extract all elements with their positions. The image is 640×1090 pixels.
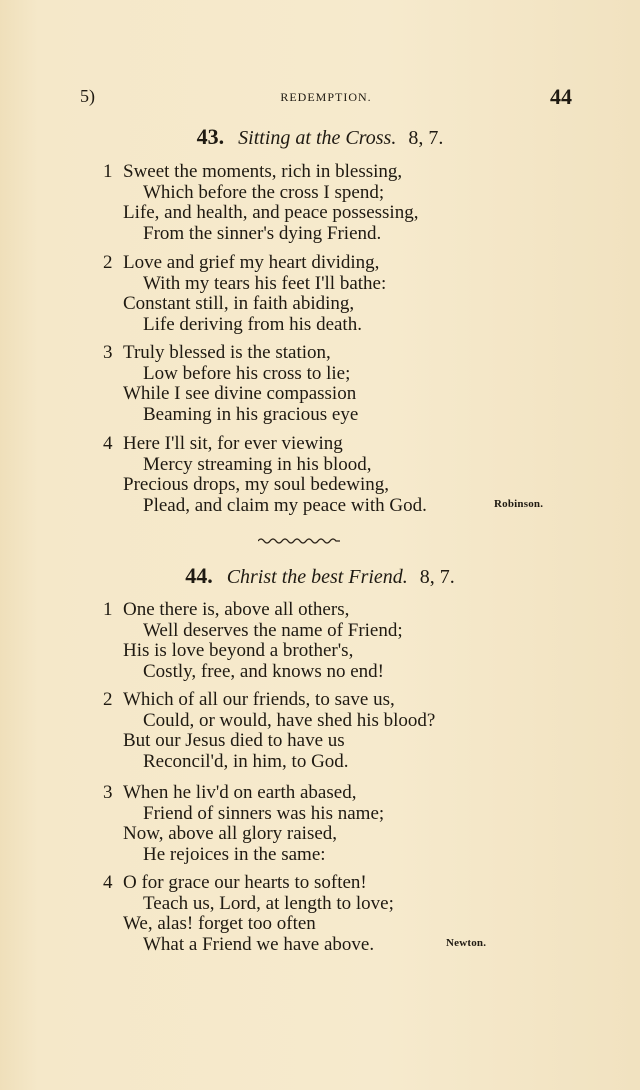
verse-line: Sweet the moments, rich in blessing,	[123, 161, 403, 182]
page-number-left: 5)	[80, 86, 95, 106]
verse-line: One there is, above all others,	[123, 599, 350, 620]
verse-line: We, alas! forget too often	[123, 913, 316, 934]
verse-line: Love and grief my heart dividing,	[123, 252, 380, 273]
verse-line: Life, and health, and peace possessing,	[123, 202, 419, 223]
verse-line: Friend of sinners was his name;	[143, 802, 385, 824]
verse-line: Life deriving from his death.	[143, 313, 362, 335]
hymn-44-heading	[0, 563, 640, 589]
hymn-44-stanza-3	[103, 783, 523, 865]
stanza-number: 4	[103, 872, 113, 893]
verse-line: Now, above all glory raised,	[123, 823, 338, 844]
hymn-44-stanza-1	[103, 600, 523, 682]
hymn-title: Christ the best Friend.	[226, 566, 408, 588]
section-title: REDEMPTION.	[280, 90, 372, 104]
hymn-43-author: Robinson.	[494, 498, 544, 510]
verse-line: Mercy streaming in his blood,	[143, 453, 372, 475]
verse-line: With my tears his feet I'll bathe:	[143, 272, 387, 294]
hymn-43-stanza-1	[103, 162, 523, 244]
stanza-number: 1	[103, 161, 113, 182]
hymn-43-stanza-4	[103, 434, 523, 516]
hymn-44-author: Newton.	[446, 937, 487, 949]
verse-line: Costly, free, and knows no end!	[143, 660, 384, 682]
verse-line: Truly blessed is the station,	[123, 342, 331, 363]
verse-line: What a Friend we have above.	[143, 933, 375, 955]
stanza-number: 3	[103, 782, 113, 803]
verse-line: Beaming in his gracious eye	[143, 403, 359, 425]
hymn-title: Sitting at the Cross.	[238, 127, 397, 149]
verse-line: Here I'll sit, for ever viewing	[123, 433, 343, 454]
verse-line: Could, or would, have shed his blood?	[143, 709, 436, 731]
stanza-number: 3	[103, 342, 113, 363]
hymn-44-stanza-2	[103, 690, 523, 772]
stanza-number: 2	[103, 689, 113, 710]
verse-line: Reconcil'd, in him, to God.	[143, 750, 349, 772]
verse-line: Precious drops, my soul bedewing,	[123, 474, 389, 495]
verse-line: Teach us, Lord, at length to love;	[143, 892, 394, 914]
verse-line: From the sinner's dying Friend.	[143, 222, 382, 244]
running-head	[80, 86, 572, 110]
stanza-number: 4	[103, 433, 113, 454]
verse-line: Which before the cross I spend;	[143, 181, 385, 203]
hymn-meter: 8, 7.	[408, 127, 444, 149]
hymn-43-stanza-3	[103, 343, 523, 425]
ornamental-divider	[258, 536, 340, 546]
verse-line: He rejoices in the same:	[143, 843, 326, 865]
hymn-43-heading	[0, 124, 640, 150]
verse-line: When he liv'd on earth abased,	[123, 782, 357, 803]
verse-line: Plead, and claim my peace with God.	[143, 494, 427, 516]
stanza-number: 2	[103, 252, 113, 273]
verse-line: But our Jesus died to have us	[123, 730, 345, 751]
hymn-43-stanza-2	[103, 253, 523, 335]
hymn-meter: 8, 7.	[419, 566, 455, 588]
verse-line: His is love beyond a brother's,	[123, 640, 354, 661]
verse-line: O for grace our hearts to soften!	[123, 872, 367, 893]
verse-line: Which of all our friends, to save us,	[123, 689, 395, 710]
stanza-number: 1	[103, 599, 113, 620]
hymn-number: 44.	[185, 563, 213, 588]
hymn-number: 43.	[196, 124, 225, 149]
verse-line: While I see divine compassion	[123, 383, 357, 404]
page-number-right: 44	[550, 84, 572, 109]
verse-line: Low before his cross to lie;	[143, 362, 351, 384]
verse-line: Constant still, in faith abiding,	[123, 293, 355, 314]
verse-line: Well deserves the name of Friend;	[143, 619, 403, 641]
